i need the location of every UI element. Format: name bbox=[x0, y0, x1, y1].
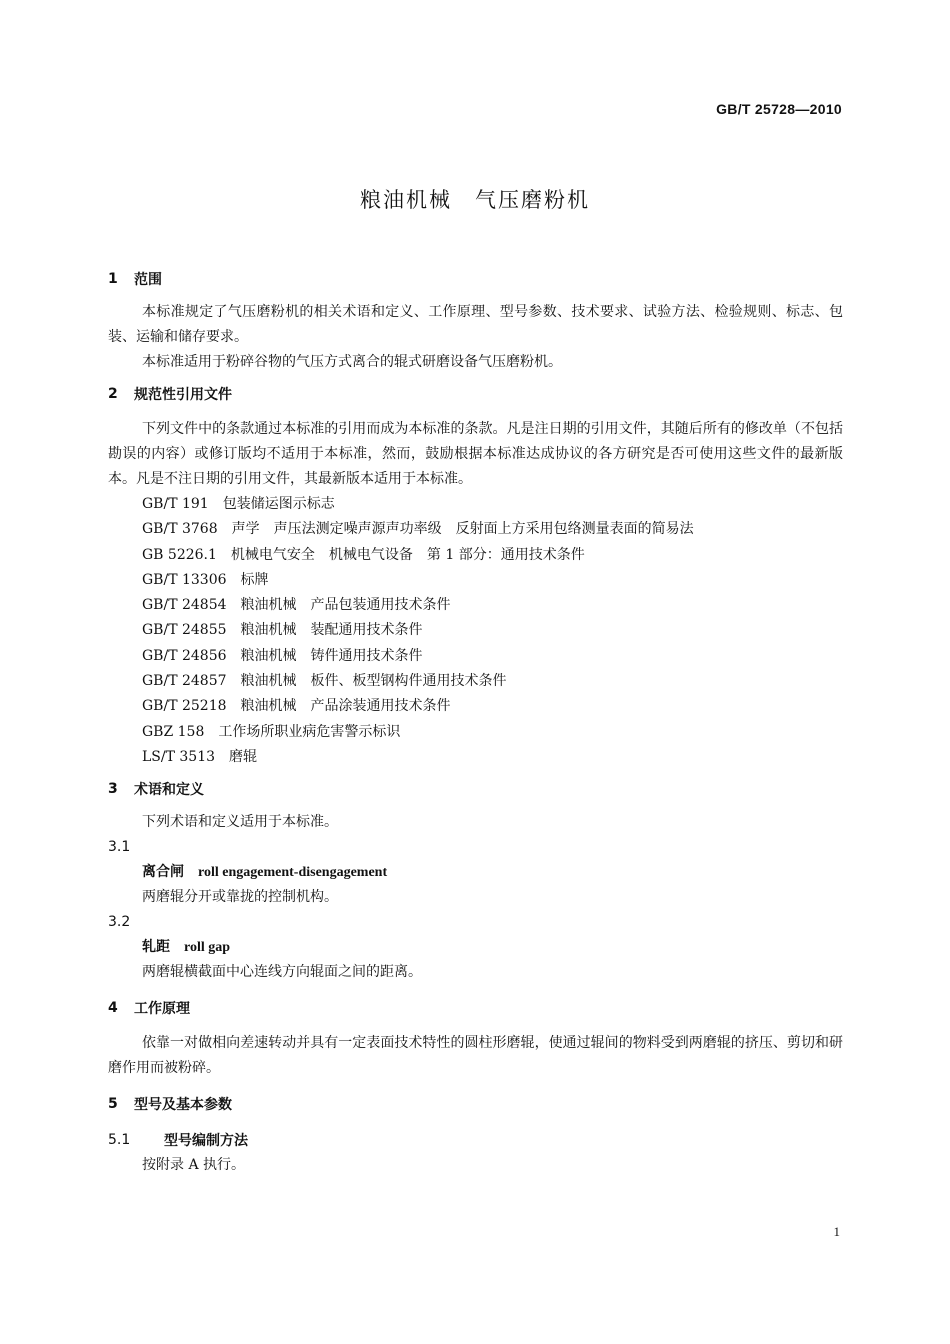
section-heading-4 bbox=[108, 995, 843, 1021]
reference-list bbox=[108, 492, 843, 770]
section-number: 3 bbox=[108, 781, 118, 798]
section-title: 术语和定义 bbox=[134, 782, 204, 799]
term-number: 3.1 bbox=[108, 839, 131, 856]
page-number: 1 bbox=[833, 1224, 840, 1239]
paragraph: 依靠一对做相向差速转动并具有一定表面技术特性的圆柱形磨辊，使通过辊间的物料受到两磨辊的挤压、剪切和研磨作用而被粉碎。 bbox=[108, 1035, 843, 1077]
reference-item: GB/T 24856 粮油机械 铸件通用技术条件 bbox=[142, 647, 423, 664]
subsection-heading-5-1 bbox=[108, 1127, 843, 1153]
paragraph: 下列文件中的条款通过本标准的引用而成为本标准的条款。凡是注日期的引用文件，其随后所有的修改单（不包括勘误的内容）或修订版均不适用于本标准，然而，鼓励根据本标准达成协议的各方研究是否可使用这些文件的最新版本。凡是不注日期的引用文件，其最新版本适用于本标准。 bbox=[108, 421, 843, 487]
reference-item: GB/T 25218 粮油机械 产品涂装通用技术条件 bbox=[142, 698, 451, 715]
section-title: 型号及基本参数 bbox=[134, 1097, 232, 1114]
section-heading-3 bbox=[108, 776, 843, 802]
subsection-number: 5.1 bbox=[108, 1132, 131, 1149]
section-heading-5 bbox=[108, 1091, 843, 1117]
paragraph: 本标准规定了气压磨粉机的相关术语和定义、工作原理、型号参数、技术要求、试验方法、检验规则、标志、包装、运输和储存要求。 bbox=[108, 304, 843, 345]
reference-item: GB/T 24857 粮油机械 板件、板型钢构件通用技术条件 bbox=[142, 673, 507, 690]
term-number: 3.2 bbox=[108, 914, 131, 931]
term-definition: 两磨辊横截面中心连线方向辊面之间的距离。 bbox=[142, 964, 422, 981]
paragraph: 下列术语和定义适用于本标准。 bbox=[142, 814, 338, 831]
section-number: 2 bbox=[108, 386, 118, 402]
paragraph: 按附录 A 执行。 bbox=[142, 1157, 246, 1174]
section-title: 规范性引用文件 bbox=[134, 387, 232, 403]
section-title: 范围 bbox=[134, 272, 162, 288]
reference-item: GB/T 191 包装储运图示标志 bbox=[142, 496, 335, 512]
reference-item: GB/T 3768 声学 声压法测定噪声源声功率级 反射面上方采用包络测量表面的简易法 bbox=[142, 521, 694, 538]
section-number: 1 bbox=[108, 271, 118, 287]
term-zh: 轧距 bbox=[142, 939, 170, 956]
section-number: 5 bbox=[108, 1096, 118, 1113]
term-en: roll engagement-disengagement bbox=[198, 865, 388, 881]
paragraph: 本标准适用于粉碎谷物的气压方式离合的辊式研磨设备气压磨粉机。 bbox=[142, 354, 562, 370]
reference-item: GB/T 13306 标牌 bbox=[142, 571, 269, 588]
section-heading-2 bbox=[108, 381, 843, 407]
term-en: roll gap bbox=[184, 940, 231, 956]
standard-code: GB/T 25728—2010 bbox=[716, 101, 842, 117]
section-number: 4 bbox=[108, 1000, 118, 1017]
reference-item: GB/T 24854 粮油机械 产品包装通用技术条件 bbox=[142, 597, 451, 614]
reference-item: GBZ 158 工作场所职业病危害警示标识 bbox=[142, 723, 401, 740]
reference-item: GB 5226.1 机械电气安全 机械电气设备 第 1 部分：通用技术条件 bbox=[142, 546, 585, 563]
subsection-title: 型号编制方法 bbox=[164, 1133, 248, 1150]
section-title: 工作原理 bbox=[134, 1001, 190, 1018]
reference-item: GB/T 24855 粮油机械 装配通用技术条件 bbox=[142, 622, 423, 639]
term-definition: 两磨辊分开或靠拢的控制机构。 bbox=[142, 889, 338, 906]
term-zh: 离合闸 bbox=[142, 864, 184, 881]
section-heading-1 bbox=[108, 266, 843, 292]
document-body bbox=[108, 266, 843, 1178]
document-title: 粮油机械 气压磨粉机 bbox=[360, 188, 590, 212]
term-entry bbox=[108, 860, 843, 885]
reference-item: LS/T 3513 磨辊 bbox=[142, 748, 258, 765]
term-entry bbox=[108, 935, 843, 960]
